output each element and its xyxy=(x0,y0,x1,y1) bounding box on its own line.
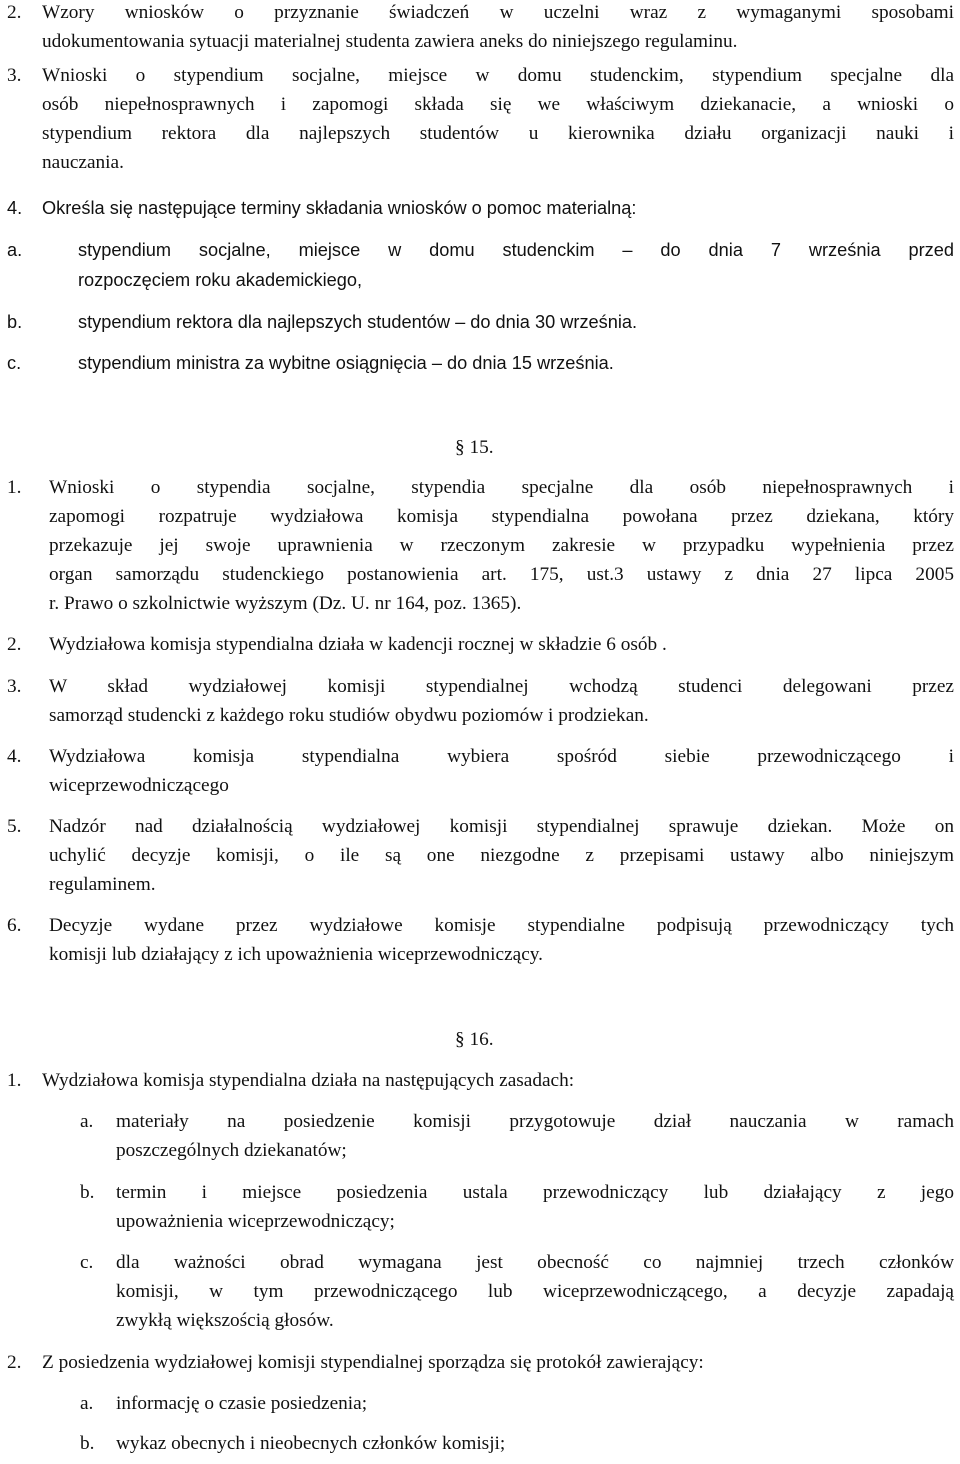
item-number: a. xyxy=(7,240,23,260)
item-number: 2. xyxy=(7,634,22,655)
text-line: stypendium socjalne, miejsce w domu studenckim – do dnia 7 września przed xyxy=(78,240,954,260)
text-line: nauczania. xyxy=(42,152,124,173)
item-number: 1. xyxy=(7,1070,22,1091)
text-line: stypendium rektora dla najlepszych studentów u kierownika działu organizacji nauki i xyxy=(42,123,954,144)
text-line: stypendium rektora dla najlepszych studentów – do dnia 30 września. xyxy=(78,312,638,332)
item-number: b. xyxy=(80,1433,95,1454)
item-number: b. xyxy=(80,1182,95,1203)
text-line: Wydziałowa komisja stypendialna działa na następujących zasadach: xyxy=(42,1070,575,1091)
text-line: Decyzje wydane przez wydziałowe komisje stypendialne podpisują przewodniczący tych xyxy=(49,915,954,936)
text-line: Wzory wniosków o przyznanie świadczeń w uczelni wraz z wymaganymi sposobami xyxy=(42,2,954,23)
item-number: a. xyxy=(80,1393,94,1414)
text-line: termin i miejsce posiedzenia ustala przewodniczący lub działający z jego xyxy=(116,1182,954,1203)
text-line: organ samorządu studenckiego postanowienia art. 175, ust.3 ustawy z dnia 27 lipca 2005 xyxy=(49,564,954,585)
text-line: samorząd studencki z każdego roku studiów obydwu poziomów i prodziekan. xyxy=(49,705,649,726)
text-line: informację o czasie posiedzenia; xyxy=(116,1393,368,1414)
text-line: W skład wydziałowej komisji stypendialnej wchodzą studenci delegowani przez xyxy=(49,676,954,697)
text-line: osób niepełnosprawnych i zapomogi składa się we właściwym dziekanacie, a wnioski o xyxy=(42,94,954,115)
text-line: Wydziałowa komisja stypendialna wybiera spośród siebie przewodniczącego i xyxy=(49,746,954,767)
text-line: Wydziałowa komisja stypendialna działa w kadencji rocznej w składzie 6 osób . xyxy=(49,634,667,655)
text-line: Wnioski o stypendium socjalne, miejsce w domu studenckim, stypendium specjalne dla xyxy=(42,65,954,86)
text-line: przekazuje jej swoje uprawnienia w rzeczonym zakresie w przypadku wypełnienia przez xyxy=(49,535,954,556)
text-line: wiceprzewodniczącego xyxy=(49,775,229,796)
section-heading: § 16. xyxy=(455,1029,494,1050)
item-number: 4. xyxy=(7,746,22,767)
text-line: Wnioski o stypendia socjalne, stypendia specjalne dla osób niepełnosprawnych i xyxy=(49,477,954,498)
text-line: dla ważności obrad wymagana jest obecność co najmniej trzech członków xyxy=(116,1252,954,1273)
item-number: a. xyxy=(80,1111,94,1132)
text-line: Nadzór nad działalnością wydziałowej komisji stypendialnej sprawuje dziekan. Może on xyxy=(49,816,954,837)
item-number: 3. xyxy=(7,65,22,86)
text-line: poszczególnych dziekanatów; xyxy=(116,1140,347,1161)
item-number: 4. xyxy=(7,198,23,218)
item-number: 5. xyxy=(7,816,22,837)
text-line: rozpoczęciem roku akademickiego, xyxy=(78,270,363,290)
text-line: zwykłą większością głosów. xyxy=(116,1310,334,1331)
text-line: komisji, w tym przewodniczącego lub wiceprzewodniczącego, a decyzje zapadają xyxy=(116,1281,954,1302)
text-line: komisji lub działający z ich upoważnienia wiceprzewodniczący. xyxy=(49,944,543,965)
text-line: wykaz obecnych i nieobecnych członków komisji; xyxy=(116,1433,506,1454)
text-line: stypendium ministra za wybitne osiągnięcia – do dnia 15 września. xyxy=(78,353,614,373)
text-line: uchylić decyzje komisji, o ile są one niezgodne z przepisami ustawy albo niniejszym xyxy=(49,845,954,866)
section-heading: § 15. xyxy=(455,437,494,458)
item-number: c. xyxy=(7,353,22,373)
item-number: b. xyxy=(7,312,23,332)
item-number: 2. xyxy=(7,1352,22,1373)
text-line: zapomogi rozpatruje wydziałowa komisja stypendialna powołana przez dziekana, który xyxy=(49,506,954,527)
item-number: c. xyxy=(80,1252,94,1273)
text-line: Określa się następujące terminy składania wniosków o pomoc materialną: xyxy=(42,198,637,218)
text-line: regulaminem. xyxy=(49,874,156,895)
text-line: materiały na posiedzenie komisji przygotowuje dział nauczania w ramach xyxy=(116,1111,954,1132)
text-line: r. Prawo o szkolnictwie wyższym (Dz. U. nr 164, poz. 1365). xyxy=(49,593,522,614)
text-line: upoważnienia wiceprzewodniczący; xyxy=(116,1211,395,1232)
item-number: 2. xyxy=(7,2,22,23)
item-number: 3. xyxy=(7,676,22,697)
text-line: udokumentowania sytuacji materialnej studenta zawiera aneks do niniejszego regulaminu. xyxy=(42,31,738,52)
item-number: 6. xyxy=(7,915,22,936)
item-number: 1. xyxy=(7,477,22,498)
text-line: Z posiedzenia wydziałowej komisji stypendialnej sporządza się protokół zawierający: xyxy=(42,1352,704,1373)
